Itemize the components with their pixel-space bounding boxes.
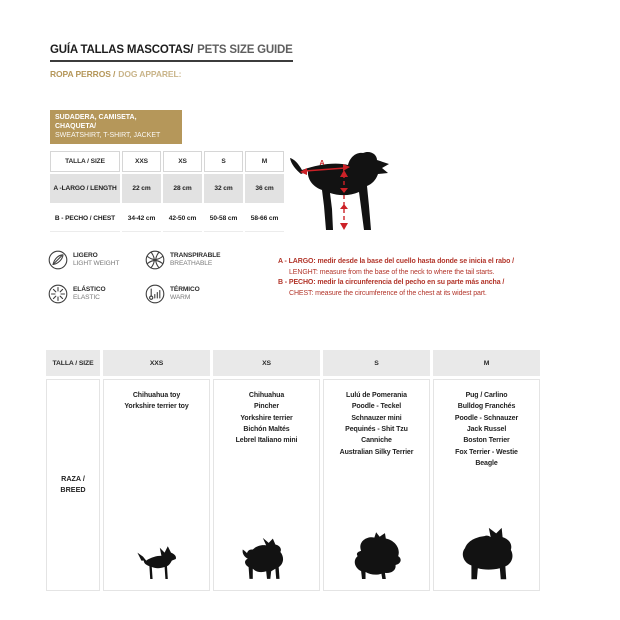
note-length-es: A - LARGO: medir desde la base del cuello hasta donde se inicia el rabo /: [278, 258, 514, 265]
breed-header-talla: TALLA / SIZE: [46, 350, 100, 376]
feature-warm-en: WARM: [170, 294, 191, 301]
length-m: 36 cm: [245, 174, 284, 203]
breed-row-label-en: BREED: [60, 485, 86, 494]
breed-list-s: [340, 390, 414, 458]
subtitle-english: DOG APPAREL:: [118, 69, 182, 79]
feature-breathable: [145, 250, 255, 270]
size-table: [48, 149, 286, 234]
breathable-icon: [145, 250, 165, 270]
breed-item: Beagle: [475, 459, 498, 467]
note-length-en: LENGHT: measure from the base of the neck to where the tail starts.: [289, 268, 495, 276]
chest-s: 50-58 cm: [204, 205, 243, 232]
length-row-label: A -LARGO / LENGTH: [50, 174, 120, 203]
feature-list: [48, 250, 258, 304]
breed-header-xs: XS: [213, 350, 320, 376]
breed-list-m: [455, 390, 518, 469]
feature-elastic: [48, 284, 145, 304]
feature-warm: [145, 284, 255, 304]
breed-item: Pincher: [254, 403, 279, 411]
feature-breathable-en: BREATHABLE: [170, 260, 213, 267]
breed-header-s: S: [323, 350, 430, 376]
breed-item: Jack Russel: [466, 425, 507, 433]
breed-item: Lebrel Italiano mini: [235, 437, 298, 445]
chihuahua-silhouette-icon: [135, 543, 179, 583]
breed-item: Yorkshire terrier toy: [124, 403, 189, 411]
size-table-header-xs: XS: [163, 151, 202, 172]
length-xxs: 22 cm: [122, 174, 161, 203]
size-table-header-xxs: XXS: [122, 151, 161, 172]
feature-elastic-en: ELASTIC: [73, 294, 100, 301]
breed-table: [46, 350, 540, 591]
title-english: PETS SIZE GUIDE: [197, 44, 293, 56]
feature-breathable-es: TRANSPIRABLE: [170, 251, 221, 259]
breed-column-s: [323, 379, 430, 591]
breed-item: Pequinés - Shit Tzu: [345, 425, 408, 433]
breed-header-m: M: [433, 350, 540, 376]
breed-column-xxs: [103, 379, 210, 591]
papillon-silhouette-icon: [241, 537, 293, 583]
breed-list-xxs: [124, 390, 188, 413]
breed-item: Pug / Carlino: [465, 392, 508, 399]
breed-item: Chihuahua: [248, 392, 285, 399]
page-title: [50, 40, 293, 62]
breed-item: Fox Terrier - Westie: [455, 448, 518, 456]
breed-item: Australian Silky Terrier: [339, 448, 414, 456]
breed-item: Poodle - Schnauzer: [454, 414, 519, 422]
title-spanish: GUÍA TALLAS MASCOTAS/: [50, 44, 194, 56]
dog-measure-illustration-icon: [286, 144, 404, 242]
breed-item: Yorkshire terrier: [240, 414, 293, 422]
page-subtitle: [50, 69, 181, 79]
french-bulldog-silhouette-icon: [454, 526, 520, 583]
size-table-header-m: M: [245, 151, 284, 172]
breed-item: Bulldog Franchés: [457, 403, 516, 411]
size-table-chest-row: [50, 205, 284, 232]
feature-lightweight-es: LIGERO: [73, 251, 98, 259]
measuring-diagram: [286, 144, 404, 242]
thermometer-icon: [145, 284, 165, 304]
breed-list-xs: [236, 390, 298, 447]
pomeranian-silhouette-icon: [347, 531, 407, 583]
feature-elastic-es: ELÁSTICO: [73, 285, 106, 293]
breed-item: Lulú de Pomerania: [346, 392, 407, 399]
breed-item: Boston Terrier: [463, 437, 510, 445]
subtitle-spanish: ROPA PERROS /: [50, 69, 116, 79]
measuring-notes: [278, 257, 588, 299]
feature-lightweight-en: LIGHT WEIGHT: [73, 260, 120, 267]
note-chest-en: CHEST: measure the circumference of the chest at its widest part.: [289, 289, 487, 297]
breed-item: Poodle - Teckel: [351, 403, 402, 411]
length-s: 32 cm: [204, 174, 243, 203]
breed-item: Schnauzer mini: [351, 414, 402, 422]
elastic-icon: [48, 284, 68, 304]
chest-xs: 42-50 cm: [163, 205, 202, 232]
category-spanish: SUDADERA, CAMISETA, CHAQUETA/: [55, 114, 137, 131]
size-table-header-s: S: [204, 151, 243, 172]
measure-a-label: A: [319, 160, 325, 167]
breed-item: Chihuahua toy: [132, 392, 181, 399]
chest-row-label: B - PECHO / CHEST: [50, 205, 120, 232]
breed-column-xs: [213, 379, 320, 591]
breed-row-label-es: RAZA /: [61, 474, 85, 484]
breed-header-xxs: XXS: [103, 350, 210, 376]
breed-item: Bichón Maltés: [243, 425, 290, 433]
size-table-header-row: [50, 151, 284, 172]
chest-m: 58-66 cm: [245, 205, 284, 232]
breed-row-label: [46, 379, 100, 591]
breed-column-m: [433, 379, 540, 591]
breed-table-header-row: [46, 350, 540, 376]
feature-warm-es: TÉRMICO: [170, 285, 200, 293]
category-english: SWEATSHIRT, T-SHIRT, JACKET: [55, 132, 161, 140]
breed-table-body-row: [46, 379, 540, 591]
feature-lightweight: [48, 250, 145, 270]
breed-item: Canniche: [361, 437, 392, 445]
length-xs: 28 cm: [163, 174, 202, 203]
size-table-header-talla: TALLA / SIZE: [50, 151, 120, 172]
note-chest-es: B - PECHO: medir la circunferencia del pecho en su parte más ancha /: [278, 279, 505, 286]
chest-xxs: 34-42 cm: [122, 205, 161, 232]
category-banner: [50, 110, 182, 144]
feather-icon: [48, 250, 68, 270]
size-table-length-row: [50, 174, 284, 203]
